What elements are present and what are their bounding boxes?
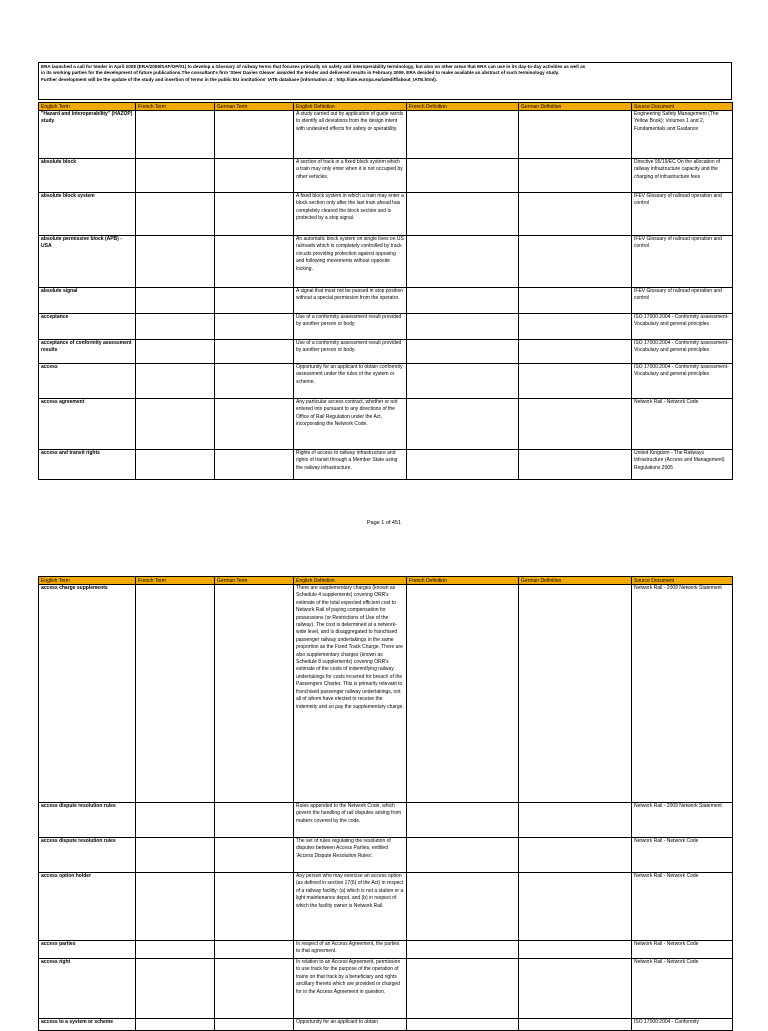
french-definition-cell: [407, 340, 519, 364]
english-term-cell: acceptance: [39, 314, 136, 340]
french-definition-cell: [407, 1019, 519, 1031]
header-french-definition: French Definition: [407, 577, 519, 585]
french-definition-cell: [407, 959, 519, 1019]
source-document-cell: ISO 17000:2004 - Conformity assessment- Vocabulary and general principles: [632, 314, 733, 340]
german-term-cell: [215, 959, 294, 1019]
table-row: [39, 873, 733, 941]
english-definition-cell: There are supplementary charges (known as Schedule 4 supplements) covering ORR's estimate of the total expected efficient cost to Network Rail of paying compensation for possessions (or Restrictions of Use of the railway). The cost is determined at a network-wide level, and is disaggregated to franchised passenger railway undertakings in the same proportion as the Fixed Track Charge. There are also supplementary charges (known as Schedule 8 supplements) covering ORR's estimate of the costs of indemnifying railway undertakings for costs incurred for breach of the Passengers Charter. This is primarily relevant to franchised passenger railway undertakings, not all of whom have elected to receive the indemnity and so pay the supplementary charge.: [294, 585, 407, 803]
source-document-cell: Network Rail - Network Code: [632, 873, 733, 941]
header-french-term: French Term: [136, 577, 215, 585]
french-definition-cell: [407, 159, 519, 193]
german-term-cell: [215, 364, 294, 399]
table-row: [39, 941, 733, 959]
table-row: [39, 159, 733, 193]
english-definition-cell: Rights of access to railway infrastructure and rights of transit through a Member State using the railway infrastructure.: [294, 450, 407, 480]
french-term-cell: [136, 340, 215, 364]
english-term-cell: access right: [39, 959, 136, 1019]
english-definition-cell: Opportunity for an applicant to obtain: [294, 1019, 407, 1031]
english-term-cell: absolute block system: [39, 193, 136, 236]
german-definition-cell: [519, 340, 632, 364]
french-term-cell: [136, 193, 215, 236]
english-term-cell: absolute permissive block (APB) - USA: [39, 236, 136, 288]
intro-note: [38, 62, 732, 100]
french-definition-cell: [407, 873, 519, 941]
source-document-cell: United Kingdom - The Railways Infrastructure (Access and Management) Regulations 2005: [632, 450, 733, 480]
header-row: [39, 103, 733, 111]
german-term-cell: [215, 340, 294, 364]
french-term-cell: [136, 288, 215, 314]
intro-line: Further development will be the update of the study and insertion of terms in the public EU institutions' IATE database (information at : http://iate.europa.eu/iatediff/about_IATE.html).: [41, 76, 438, 82]
english-term-cell: access charge supplements: [39, 585, 136, 803]
german-definition-cell: [519, 959, 632, 1019]
french-definition-cell: [407, 193, 519, 236]
table-row: [39, 450, 733, 480]
german-term-cell: [215, 1019, 294, 1031]
source-document-cell: Network Rail - Network Code: [632, 399, 733, 450]
header-source-document: Source Document: [632, 103, 733, 111]
french-definition-cell: [407, 314, 519, 340]
source-document-cell: Network Rail - Network Code: [632, 941, 733, 959]
english-definition-cell: A section of track in a fixed block system which a train may only enter when it is not occupied by other vehicles.: [294, 159, 407, 193]
source-document-cell: Network Rail - 2009 Network Statement: [632, 585, 733, 803]
english-definition-cell: Any particular access contract, whether or not entered into pursuant to any directions of the Office of Rail Regulation under the Act, incorporating the Network Code.: [294, 399, 407, 450]
header-english-definition: English Definition: [294, 103, 407, 111]
header-german-term: German Term: [215, 577, 294, 585]
source-document-cell: ISO 17000:2004 - Conformity assessment- Vocabulary and general principles: [632, 340, 733, 364]
french-definition-cell: [407, 364, 519, 399]
english-term-cell: access and transit rights: [39, 450, 136, 480]
french-term-cell: [136, 1019, 215, 1031]
french-term-cell: [136, 838, 215, 873]
german-definition-cell: [519, 159, 632, 193]
french-term-cell: [136, 159, 215, 193]
header-french-term: French Term: [136, 103, 215, 111]
german-definition-cell: [519, 803, 632, 838]
english-term-cell: absolute signal: [39, 288, 136, 314]
english-definition-cell: A study carried out by application of guide words to identify all deviations from the design intent with undesired effects for safety or operability.: [294, 111, 407, 159]
table-row: [39, 340, 733, 364]
source-document-cell: ISO 17000:2004 - Conformity: [632, 1019, 733, 1031]
french-definition-cell: [407, 585, 519, 803]
table-row: [39, 585, 733, 803]
german-definition-cell: [519, 236, 632, 288]
source-document-cell: Network Rail - Network Code: [632, 959, 733, 1019]
german-definition-cell: [519, 1019, 632, 1031]
french-definition-cell: [407, 288, 519, 314]
english-definition-cell: A signal that must not be passed in stop position without a special permission from the operator.: [294, 288, 407, 314]
english-term-cell: access agreement: [39, 399, 136, 450]
german-term-cell: [215, 803, 294, 838]
french-definition-cell: [407, 941, 519, 959]
intro-line: in its working parties for the development of future publications.The consultant's firm 'Steer Davies Gleave' awarded the tender and delivered results in February 2009. ERA decided to make available an abstract of such terminology study.: [41, 70, 560, 76]
english-definition-cell: Any person who may exercise an access option (as defined in section 17(6) of the Act) in respect of a railway facility: (a) which is not a station or a light maintenance depot, and (b) in respect of which the facility owner is Network Rail.: [294, 873, 407, 941]
english-definition-cell: In respect of an Access Agreement, the parties to that agreement.: [294, 941, 407, 959]
french-term-cell: [136, 959, 215, 1019]
german-definition-cell: [519, 585, 632, 803]
header-german-term: German Term: [215, 103, 294, 111]
table-row: [39, 236, 733, 288]
german-term-cell: [215, 288, 294, 314]
english-term-cell: access dispute resolution rules: [39, 838, 136, 873]
french-term-cell: [136, 399, 215, 450]
english-term-cell: access: [39, 364, 136, 399]
table-row: [39, 1019, 733, 1031]
french-term-cell: [136, 111, 215, 159]
german-definition-cell: [519, 288, 632, 314]
english-definition-cell: Rules appended to the Network Code, which govern the handling of rail disputes arising from matters covered by the code.: [294, 803, 407, 838]
table-row: [39, 838, 733, 873]
german-term-cell: [215, 111, 294, 159]
french-definition-cell: [407, 399, 519, 450]
header-english-term: English Term: [39, 103, 136, 111]
german-definition-cell: [519, 111, 632, 159]
english-definition-cell: Use of a conformity assessment result provided by another person or body.: [294, 340, 407, 364]
header-german-definition: German Definition: [519, 577, 632, 585]
header-source-document: Source Document: [632, 577, 733, 585]
french-definition-cell: [407, 838, 519, 873]
source-document-cell: IFEV Glossary of railroad operation and control: [632, 236, 733, 288]
table-row: [39, 288, 733, 314]
english-term-cell: "Hazard and Interoperability" (HAZOP) study: [39, 111, 136, 159]
french-definition-cell: [407, 236, 519, 288]
english-term-cell: acceptance of conformity assessment results: [39, 340, 136, 364]
source-document-cell: Directive 95/19/EC On the allocation of railway infrastructure capacity and the charging of infrastructure fees: [632, 159, 733, 193]
english-term-cell: access to a system or scheme: [39, 1019, 136, 1031]
french-term-cell: [136, 314, 215, 340]
german-term-cell: [215, 450, 294, 480]
german-term-cell: [215, 585, 294, 803]
french-term-cell: [136, 236, 215, 288]
french-term-cell: [136, 364, 215, 399]
english-definition-cell: Use of a conformity assessment result provided by another person or body.: [294, 314, 407, 340]
english-term-cell: access parties: [39, 941, 136, 959]
source-document-cell: IFEV Glossary of railroad operation and control: [632, 193, 733, 236]
french-term-cell: [136, 941, 215, 959]
table-row: [39, 803, 733, 838]
german-term-cell: [215, 159, 294, 193]
table-row: [39, 959, 733, 1019]
german-definition-cell: [519, 838, 632, 873]
german-term-cell: [215, 399, 294, 450]
german-definition-cell: [519, 364, 632, 399]
source-document-cell: IFEV Glossary of railroad operation and control: [632, 288, 733, 314]
german-definition-cell: [519, 873, 632, 941]
table-row: [39, 111, 733, 159]
table-row: [39, 364, 733, 399]
english-term-cell: access option holder: [39, 873, 136, 941]
header-english-term: English Term: [39, 577, 136, 585]
french-term-cell: [136, 450, 215, 480]
header-french-definition: French Definition: [407, 103, 519, 111]
source-document-cell: Network Rail - Network Code: [632, 838, 733, 873]
german-term-cell: [215, 838, 294, 873]
english-term-cell: access dispute resolution rules: [39, 803, 136, 838]
german-term-cell: [215, 236, 294, 288]
table-row: [39, 193, 733, 236]
german-term-cell: [215, 873, 294, 941]
german-term-cell: [215, 314, 294, 340]
table-row: [39, 399, 733, 450]
french-term-cell: [136, 803, 215, 838]
german-term-cell: [215, 193, 294, 236]
french-definition-cell: [407, 450, 519, 480]
german-definition-cell: [519, 193, 632, 236]
english-definition-cell: Opportunity for an applicant to obtain conformity assessment under the rules of the system or scheme.: [294, 364, 407, 399]
french-term-cell: [136, 585, 215, 803]
glossary-table-page-2: [38, 576, 733, 1031]
german-term-cell: [215, 941, 294, 959]
english-definition-cell: In relation to an Access Agreement, permission to use track for the purpose of the operation of trains on that track by a beneficiary and rights ancillary thereto which are provided or charged for in the Access Agreement in question.: [294, 959, 407, 1019]
page-number: Page 1 of 451: [366, 520, 402, 526]
german-definition-cell: [519, 941, 632, 959]
english-definition-cell: A fixed block system in which a train may enter a block section only after the last train ahead has completely cleared the block section and is protected by a stop signal.: [294, 193, 407, 236]
table-row: [39, 314, 733, 340]
french-term-cell: [136, 873, 215, 941]
intro-line: ERA launched a call for tender in April 2008 (ERA/2008/SAF/OP/01) to develop a Glossary of railway terms that focuses primarily on safety and interoperability terminology, but also on other areas that ERA can use in its day-to-day activities as well as: [41, 64, 586, 69]
english-term-cell: absolute block: [39, 159, 136, 193]
source-document-cell: Engineering Safety Management (The Yellow Book); Volumes 1 and 2, Fundamentals and Guidance: [632, 111, 733, 159]
source-document-cell: ISO 17000:2004 - Conformity assessment- Vocabulary and general principles: [632, 364, 733, 399]
german-definition-cell: [519, 450, 632, 480]
french-definition-cell: [407, 111, 519, 159]
german-definition-cell: [519, 399, 632, 450]
header-english-definition: English Definition: [294, 577, 407, 585]
french-definition-cell: [407, 803, 519, 838]
glossary-table-page-1: [38, 102, 733, 480]
source-document-cell: Network Rail - 2009 Network Statement: [632, 803, 733, 838]
english-definition-cell: The set of rules regulating the resolution of disputes between Access Parties, entitled 'Access Dispute Resolution Rules'.: [294, 838, 407, 873]
header-german-definition: German Definition: [519, 103, 632, 111]
german-definition-cell: [519, 314, 632, 340]
header-row: [39, 577, 733, 585]
english-definition-cell: An automatic block system on single lines on US railroads which is completely controlled by track circuits providing protection against opposing and following movements without opposite locking.: [294, 236, 407, 288]
